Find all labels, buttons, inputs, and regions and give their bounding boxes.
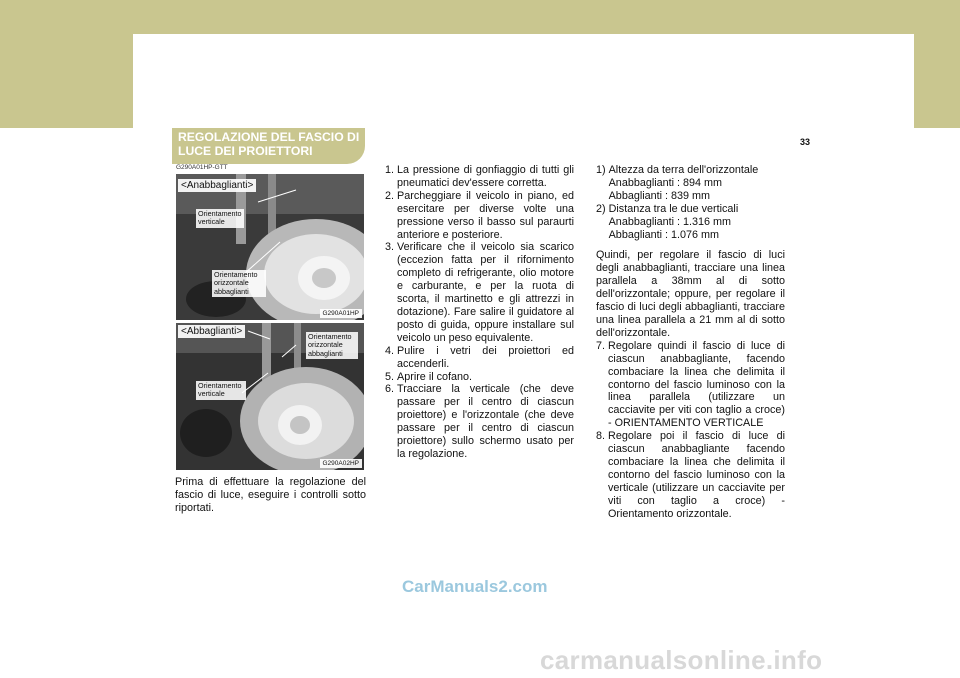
horizontal-adjust-label: Orientamento orizzontale abbaglianti — [306, 332, 358, 359]
list-item-text: Pulire i vetri dei proiettori ed accenderli. — [397, 344, 574, 370]
list-item-text: La pressione di gonfiaggio di tutti gli pneumatici dev'essere corretta. — [397, 164, 574, 189]
page-number: 33 — [799, 137, 810, 147]
list-item-text: Verificare che il veicolo sia scarico (eccezion fatta per il rifornimento completo di refrigerante, olio motore e carburante, e per la ruota di scorta, il martinetto e gli attrezzi in dotazione). Fare salire il guidatore al posto di guida, oppure installare sul veicolo un peso equivalente. — [397, 241, 574, 344]
list-item — [385, 164, 574, 190]
list-item-text — [609, 203, 785, 242]
vertical-adjust-label: Orientamento verticale — [196, 381, 246, 400]
list-item-number: 2) — [596, 202, 609, 215]
measures-list — [596, 164, 785, 241]
list-item-text — [609, 164, 785, 203]
measure-line: Abbaglianti : 1.076 mm — [608, 228, 720, 241]
adjustment-paragraph: Quindi, per regolare il fascio di luci degli anabbaglianti, tracciare una linea parallela a 38mm al di sotto dell'orizzontale; oppure, per regolare il fascio di luci degli abbaglianti, tracciare una linea parallela a 21 mm al di sotto dell'orizzontale. — [596, 249, 785, 339]
list-item-text: Regolare quindi il fascio di luce di ciascun anabbagliante, facendo combaciare la linea che delimita il contorno del fascio luminoso con la linea parallela (utilizzare un cacciavite per viti con taglio a croce) - ORIENTAMENTO VERTICALE — [608, 339, 785, 430]
list-item — [385, 383, 574, 460]
watermark-bottom[interactable]: carmanualsonline.info — [540, 645, 823, 675]
steps-column — [385, 164, 574, 461]
measure-line: Abbaglianti : 839 mm — [608, 189, 711, 202]
list-item — [596, 164, 785, 203]
steps-list — [385, 164, 574, 461]
list-item-number: 6. — [385, 383, 398, 396]
list-item-number: 4. — [385, 344, 398, 357]
measure-line: Anabbaglianti : 1.316 mm — [608, 215, 732, 228]
chapter-number: 6 — [799, 110, 810, 130]
horizontal-adjust-label: Orientamento orizzontale abbaglianti — [212, 270, 266, 297]
list-item — [596, 203, 785, 242]
section-title: REGOLAZIONE DEL FASCIO DI LUCE DEI PROIETTORI — [178, 130, 360, 158]
figure-low-beam-photo — [176, 174, 364, 320]
list-item-text: Parcheggiare il veicolo in piano, ed esercitare per diverse volte una pressione verso il basso sul paraurti anteriore e posteriore. — [397, 189, 574, 241]
list-item-number: 8. — [596, 430, 609, 443]
high-beam-label: <Abbaglianti> — [178, 325, 245, 338]
list-item — [385, 345, 574, 371]
steps-list-continued — [596, 340, 785, 521]
list-item-number: 3. — [385, 241, 398, 254]
list-item-text: Aprire il cofano. — [397, 370, 473, 383]
list-item — [385, 371, 574, 384]
headlight-illustration-1 — [176, 174, 364, 320]
measure-line: Anabbaglianti : 894 mm — [608, 176, 723, 189]
list-item — [385, 190, 574, 242]
low-beam-label: <Anabbaglianti> — [178, 179, 256, 192]
list-item-text: Tracciare la verticale (che deve passare per il centro di ciascun proiettore) e l'orizzontale (che deve passare per il centro di ciascun proiettore) sullo schermo usato per la regolazione. — [397, 383, 574, 460]
list-item-number: 1) — [596, 164, 609, 176]
vertical-adjust-label: Orientamento verticale — [196, 209, 244, 228]
watermark-top[interactable]: CarManuals2.com — [402, 577, 548, 596]
chapter-title: MANUTENZIONE "FAI-DA-TE" — [660, 114, 784, 124]
list-item — [385, 241, 574, 344]
measure-line: Altezza da terra dell'orizzontale — [608, 164, 759, 176]
measures-column — [596, 164, 785, 520]
figure-code: G290A02HP — [320, 459, 363, 468]
list-item-number: 1. — [385, 164, 398, 176]
list-item-text: Regolare poi il fascio di luce di ciascun anabbagliante facendo combaciare la linea che delimita il contorno del fascio luminoso con la verticale (utilizzare un cacciavite per viti con taglio a croce) - Orientamento orizzontale. — [608, 430, 785, 520]
figure-high-beam-photo — [176, 323, 364, 470]
list-item-number: 5. — [385, 370, 398, 383]
figure-code: G290A01HP — [320, 309, 363, 318]
list-item-number: 7. — [596, 339, 609, 352]
list-item — [596, 430, 785, 520]
list-item-number: 2. — [385, 189, 398, 202]
measure-line: Distanza tra le due verticali — [608, 202, 739, 215]
intro-paragraph: Prima di effettuare la regolazione del fascio di luce, eseguire i controlli sotto riportati. — [175, 476, 366, 514]
list-item — [596, 340, 785, 430]
section-code: G290A01HP-GTT — [176, 164, 228, 171]
